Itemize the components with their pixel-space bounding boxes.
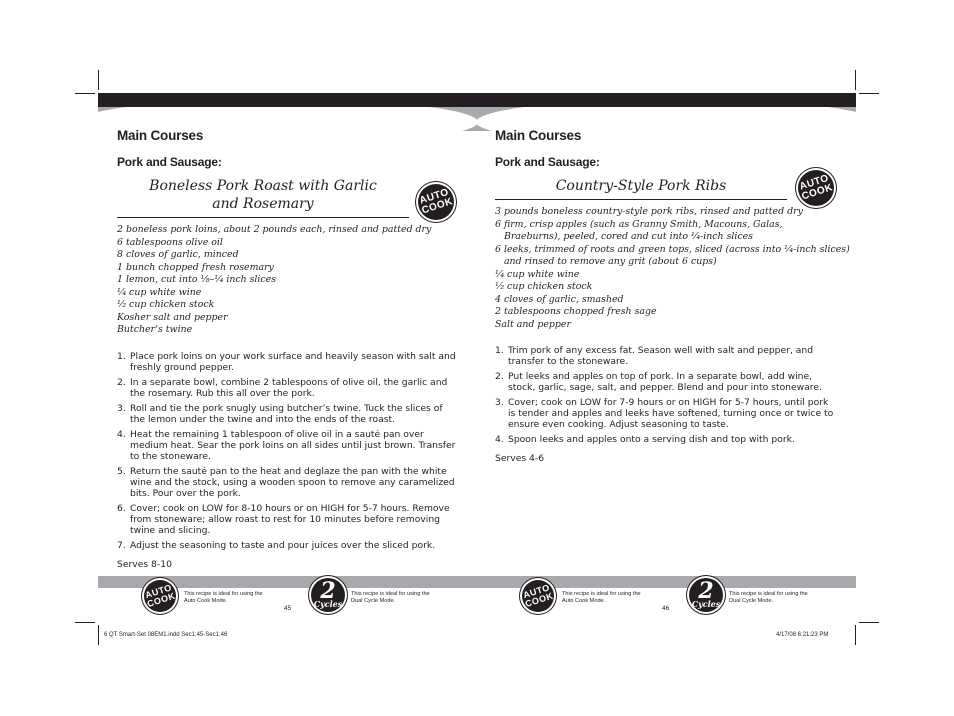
- auto-cook-icon: AUTO COOK: [798, 170, 834, 206]
- instruction-step: 5. Return the sauté pan to the heat and deglaze the pan with the white wine and the stock, using a wooden spoon to remove any caramelized bits. Pour over the pork.: [117, 465, 455, 499]
- header-black-band: [98, 93, 856, 107]
- instruction-list: [117, 351, 457, 551]
- ingredient-item: 6 firm, crisp apples (such as Granny Smith, Macouns, Galas,: [495, 218, 783, 230]
- auto-cook-icon: AUTO COOK: [144, 580, 176, 612]
- ingredient-item: Braeburns), peeled, cored and cut into ¹⁄₄-inch slices: [495, 231, 753, 242]
- instruction-step: 2. Put leeks and apples on top of pork. In a separate bowl, add wine, stock, garlic, sage, salt, and pepper. Blend and pour into stoneware.: [495, 371, 822, 393]
- ingredient-item: ¹⁄₂ cup chicken stock: [117, 299, 215, 310]
- instruction-step: 2. In a separate bowl, combine 2 tablespoons of olive oil, the garlic and the rosemary. Rub this all over the pork.: [117, 376, 448, 399]
- recipe-title-line: and Rosemary: [212, 196, 314, 212]
- crop-mark: [855, 625, 856, 645]
- instruction-step: 3. Cover; cook on LOW for 7-9 hours or on HIGH for 5-7 hours, until pork is tender and apples and leeks have softened, turning once or twice to ensure even cooking. Adjust seasoning to taste.: [495, 397, 834, 430]
- recipe-title-line: Boneless Pork Roast with Garlic: [149, 178, 377, 194]
- instruction-list: [495, 345, 835, 445]
- ingredient-item: 8 cloves of garlic, minced: [117, 249, 239, 260]
- crop-mark: [75, 622, 95, 623]
- crop-mark: [75, 93, 95, 94]
- auto-cook-icon: AUTO COOK: [418, 184, 454, 220]
- ingredient-item: 6 tablespoons olive oil: [117, 236, 223, 248]
- dual-cycle-note: This recipe is ideal for using the Dual Cycle Mode.: [729, 591, 808, 604]
- subsection-heading: Pork and Sausage:: [117, 155, 222, 169]
- section-heading: Main Courses: [117, 128, 204, 143]
- subsection-heading: Pork and Sausage:: [495, 155, 600, 169]
- dual-cycle-icon: 2 Cycles: [311, 578, 345, 612]
- dual-cycle-icon: 2 Cycles: [689, 578, 723, 612]
- ingredient-item: ¹⁄₄ cup white wine: [117, 286, 202, 298]
- ingredient-item: 2 boneless pork loins, about 2 pounds each, rinsed and patted dry: [117, 224, 432, 235]
- instruction-step: 4. Heat the remaining 1 tablespoon of olive oil in a sauté pan over medium heat. Sear the pork loins on all sides until just brown. Transfer to the stoneware.: [117, 428, 456, 462]
- crop-mark: [859, 93, 879, 94]
- recipe-title-block: [495, 177, 787, 200]
- ingredient-list: [495, 206, 855, 331]
- file-slug: 6 QT Smart-Set 08EM1.indd Sec1:45-Sec1:46: [104, 632, 228, 638]
- auto-cook-note: This recipe is ideal for using the Auto Cook Mode.: [184, 591, 263, 604]
- ingredient-item: Salt and pepper: [495, 318, 571, 330]
- ingredient-item: Kosher salt and pepper: [117, 311, 228, 323]
- instruction-step: 3. Roll and tie the pork snugly using butcher’s twine. Tuck the slices of the lemon under the twine and into the ends of the roast.: [117, 402, 443, 425]
- ingredient-list: [117, 224, 477, 337]
- footer-gray-band: [98, 576, 856, 588]
- ingredient-item: ¹⁄₂ cup chicken stock: [495, 281, 593, 292]
- ingredient-item: 3 pounds boneless country-style pork ribs, rinsed and patted dry: [495, 206, 803, 217]
- section-heading: Main Courses: [495, 128, 582, 143]
- date-slug: 4/17/08 6:21:23 PM: [776, 632, 829, 638]
- ingredient-item: Butcher’s twine: [117, 324, 193, 335]
- auto-cook-icon: AUTO COOK: [522, 580, 554, 612]
- instruction-step: 1. Trim pork of any excess fat. Season well with salt and pepper, and transfer to the stoneware.: [495, 345, 814, 367]
- ingredient-item: ¹⁄₄ cup white wine: [495, 268, 580, 280]
- ingredient-item: and rinsed to remove any grit (about 6 cups): [495, 256, 717, 267]
- ingredient-item: 4 cloves of garlic, smashed: [495, 293, 624, 305]
- auto-cook-note: This recipe is ideal for using the Auto Cook Mode.: [562, 591, 641, 604]
- serves-text: Serves 8-10: [117, 558, 172, 570]
- crop-mark: [98, 625, 99, 645]
- crop-mark: [855, 70, 856, 90]
- instruction-step: 4. Spoon leeks and apples onto a serving dish and top with pork.: [495, 434, 795, 445]
- instruction-step: 7. Adjust the seasoning to taste and pour juices over the sliced pork.: [117, 539, 436, 551]
- serves-text: Serves 4-6: [495, 453, 545, 464]
- recipe-title-line: Country-Style Pork Ribs: [555, 178, 727, 194]
- ingredient-item: 6 leeks, trimmed of roots and green tops, sliced (across into ¹⁄₄-inch slices): [495, 243, 850, 255]
- dual-cycle-note: This recipe is ideal for using the Dual Cycle Mode.: [351, 591, 430, 604]
- recipe-title-block: [117, 177, 409, 218]
- ingredient-item: 2 tablespoons chopped fresh sage: [495, 306, 657, 317]
- ingredient-item: 1 bunch chopped fresh rosemary: [117, 261, 274, 273]
- instruction-step: 6. Cover; cook on LOW for 8-10 hours or on HIGH for 5-7 hours. Remove from stoneware; allow roast to rest for 10 minutes before removing twine and slicing.: [117, 502, 450, 536]
- page-number: 45: [284, 605, 292, 612]
- page-number: 46: [662, 605, 670, 612]
- ingredient-item: 1 lemon, cut into ¹⁄₈–¹⁄₄ inch slices: [117, 274, 277, 285]
- crop-mark: [859, 622, 879, 623]
- instruction-step: 1. Place pork loins on your work surface and heavily season with salt and freshly ground pepper.: [117, 350, 456, 373]
- crop-mark: [98, 70, 99, 90]
